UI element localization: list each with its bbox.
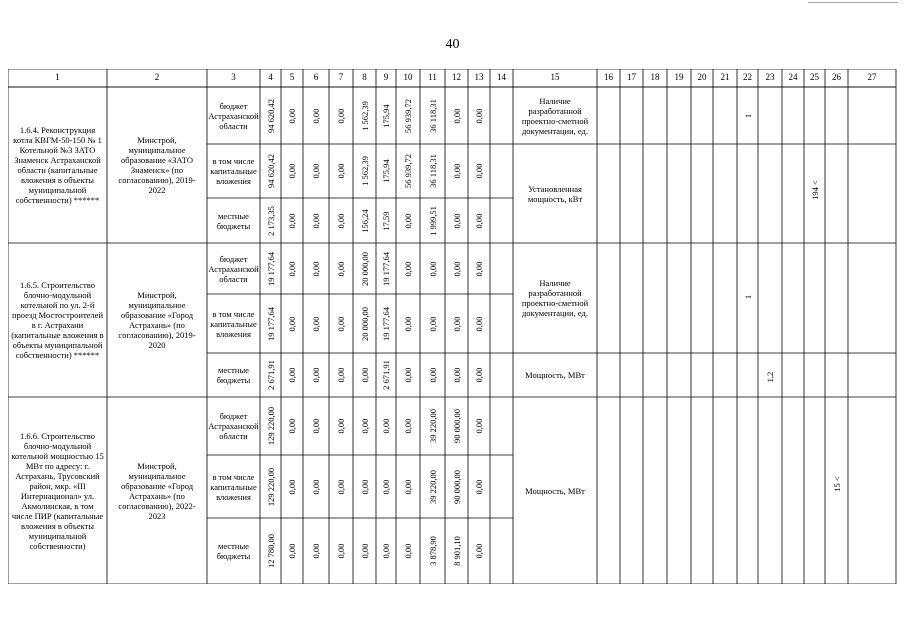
value-cell: 0,00 [427, 316, 438, 331]
value-cell: 0,00 [427, 261, 438, 276]
value-cell: 2 671,91 [381, 360, 391, 390]
value-cell: 0,00 [403, 543, 413, 559]
value-cell: 0,00 [287, 163, 297, 179]
project-title: 1.6.5. Строительство блочно-модульной котельной по ул. 2-й проезд Мостостроителей в г. Астрахани (капитальные вложения в объекты муниципальной собственности) ****** [11, 280, 104, 360]
header-cell: 22 [743, 72, 752, 82]
value-cell: 0,00 [474, 163, 484, 179]
value-cell: 0,00 [381, 418, 391, 434]
indicator-mark: 1,2 [765, 371, 775, 383]
funding-source: в том числе капитальные вложения [210, 308, 257, 339]
value-cell: 0,00 [381, 479, 391, 494]
value-cell: 0,00 [359, 543, 370, 559]
value-cell: 0,00 [474, 108, 484, 123]
funding-source: бюджет Астраханской области [208, 253, 259, 284]
value-cell: 0,00 [336, 316, 346, 331]
value-cell: 0,00 [336, 418, 346, 434]
value-cell: 17,59 [381, 210, 391, 231]
header-cell: 19 [674, 72, 684, 82]
value-cell: 56 939,72 [403, 98, 413, 133]
value-cell: 0,00 [311, 543, 321, 559]
indicator-cell: Мощность, МВт [525, 485, 585, 496]
header-cell: 5 [289, 72, 295, 82]
value-cell: 0,00 [359, 479, 370, 494]
header-cell: 13 [474, 72, 484, 82]
indicator-cell: Наличие разработанной проектно-сметной документации, ед. [521, 95, 589, 136]
value-cell: 2 173,35 [265, 205, 276, 236]
value-cell: 1 999,51 [427, 205, 438, 236]
value-cell: 2 671,91 [265, 360, 276, 390]
value-cell: 1 562,39 [359, 156, 370, 186]
indicator-mark: 1 [742, 294, 753, 300]
value-cell: 19 177,64 [381, 306, 391, 341]
value-cell: 0,00 [311, 108, 321, 123]
header-cell: 25 [810, 72, 819, 82]
funding-source: бюджет Астраханской области [208, 411, 259, 441]
value-cell: 0,00 [311, 261, 321, 276]
value-cell: 0,00 [336, 261, 346, 276]
value-cell: 0,00 [287, 261, 297, 276]
value-cell: 3 878,90 [427, 536, 438, 566]
executor-cell: Минстрой, муниципальное образование «ЗАТО Знаменск» (по согласованию), 2019-2022 [118, 135, 196, 195]
value-cell: 0,00 [287, 316, 297, 331]
value-cell: 0,00 [311, 316, 321, 331]
value-cell: 0,00 [474, 543, 484, 559]
value-cell: 129 220,00 [265, 406, 276, 446]
header-cell: 9 [383, 72, 389, 82]
value-cell: 94 620,42 [265, 154, 276, 188]
funding-source: местные бюджеты [216, 365, 251, 385]
value-cell: 0,00 [474, 213, 484, 228]
value-cell: 19 177,64 [265, 251, 276, 286]
value-cell: 0,00 [287, 367, 297, 383]
header-cell: 2 [154, 72, 160, 82]
header-cell: 7 [338, 72, 344, 82]
top-edge-line [808, 2, 898, 3]
value-cell: 0,00 [451, 108, 462, 123]
value-cell: 0,00 [474, 261, 484, 276]
indicator-cell: Установленная мощность, кВт [527, 183, 583, 204]
funding-source: местные бюджеты [216, 210, 251, 231]
executor-cell: Минстрой, муниципальное образование «Город Астрахань» (по согласованию), 2019-2020 [118, 290, 196, 350]
header-cell: 14 [497, 72, 506, 82]
value-cell: 20 000,00 [359, 251, 370, 286]
value-cell: 0,00 [336, 543, 346, 559]
value-cell: 8 901,10 [451, 536, 462, 566]
funding-source: бюджет Астраханской области [208, 100, 259, 131]
value-cell: 0,00 [403, 261, 413, 276]
value-cell: 36 118,31 [427, 98, 438, 133]
value-cell: 156,24 [359, 208, 370, 233]
value-cell: 36 118,31 [427, 154, 438, 188]
value-cell: 0,00 [451, 213, 462, 228]
value-cell: 0,00 [336, 108, 346, 123]
value-cell: 0,00 [287, 543, 297, 559]
value-cell: 0,00 [403, 367, 413, 383]
value-cell: 0,00 [403, 213, 413, 228]
indicator-mark: 1 [742, 113, 753, 119]
value-cell: 0,00 [287, 108, 297, 123]
value-cell: 0,00 [427, 367, 438, 383]
indicator-mark: 194 < [809, 180, 820, 200]
funding-source: местные бюджеты [216, 541, 251, 561]
value-cell: 0,00 [474, 418, 484, 434]
value-cell: 56 939,72 [403, 154, 413, 188]
indicator-cell: Наличие разработанной проектно-сметной документации, ед. [521, 278, 589, 318]
header-cell: 23 [765, 72, 775, 82]
value-cell: 39 220,00 [427, 409, 438, 443]
value-cell: 0,00 [311, 367, 321, 383]
value-cell: 0,00 [287, 418, 297, 434]
header-cell: 16 [604, 72, 613, 82]
value-cell: 0,00 [359, 418, 370, 434]
header-cell: 21 [720, 72, 730, 82]
value-cell: 0,00 [403, 479, 413, 494]
header-cell: 20 [697, 72, 707, 82]
value-cell: 0,00 [311, 479, 321, 494]
value-cell: 129 220,00 [265, 467, 276, 506]
value-cell: 0,00 [451, 163, 462, 179]
header-cell: 12 [452, 72, 461, 82]
indicator-cell: Мощность, МВт [525, 370, 585, 380]
value-cell: 0,00 [451, 367, 462, 383]
project-title: 1.6.4. Реконструкция котла КВГМ-50-150 № 1 Котельной №3 ЗАТО Знаменск Астраханской области (капитальные вложения в объекты муниципальной собственности) ****** [13, 125, 102, 205]
value-cell: 0,00 [311, 213, 321, 228]
value-cell: 0,00 [311, 418, 321, 434]
header-cell: 15 [550, 72, 560, 82]
value-cell: 0,00 [451, 316, 462, 331]
value-cell: 0,00 [359, 367, 370, 383]
value-cell: 19 177,64 [265, 306, 276, 341]
funding-source: в том числе капитальные вложения [210, 471, 257, 502]
value-cell: 0,00 [287, 213, 297, 228]
project-title: 1.6.6. Строительство блочно-модульной котельной мощностью 15 МВт по адресу: г. Астрахань, Трусовский район, мкр. «III Интернационал» ул. Акмолинская, в том числе ПИР (капитальные вложения в объекты муниципальной собственности) [11, 430, 104, 551]
page-number: 40 [445, 37, 460, 52]
indicator-mark: 15 < [831, 476, 842, 492]
value-cell: 0,00 [381, 543, 391, 559]
value-cell: 94 620,42 [265, 98, 276, 133]
value-cell: 39 220,00 [427, 469, 438, 504]
value-cell: 1 562,39 [359, 100, 370, 131]
value-cell: 0,00 [474, 479, 484, 494]
value-cell: 175,94 [381, 159, 391, 183]
value-cell: 0,00 [403, 316, 413, 331]
value-cell: 0,00 [336, 213, 346, 228]
value-cell: 0,00 [287, 479, 297, 494]
value-cell: 90 000,00 [451, 409, 462, 443]
header-cell: 17 [627, 72, 636, 82]
header-cell: 6 [313, 72, 319, 82]
header-cell: 11 [428, 72, 437, 82]
value-cell: 0,00 [336, 367, 346, 383]
value-cell: 20 000,00 [359, 306, 370, 341]
value-cell: 0,00 [336, 163, 346, 179]
value-cell: 0,00 [474, 316, 484, 331]
header-cell: 27 [867, 72, 877, 82]
value-cell: 90 000,00 [451, 469, 462, 504]
header-cell: 26 [832, 72, 841, 82]
header-cell: 24 [788, 72, 798, 82]
header-cell: 1 [55, 72, 60, 82]
value-cell: 0,00 [474, 367, 484, 383]
executor-cell: Минстрой, муниципальное образование «Город Астрахань» (по согласованию), 2022-2023 [118, 460, 196, 521]
header-cell: 3 [231, 72, 236, 82]
value-cell: 0,00 [336, 479, 346, 494]
header-cell: 4 [268, 72, 273, 82]
value-cell: 12 780,00 [265, 534, 276, 568]
funding-source: в том числе капитальные вложения [210, 156, 257, 186]
value-cell: 175,94 [381, 103, 391, 128]
header-cell: 8 [362, 72, 367, 82]
value-cell: 0,00 [451, 261, 462, 276]
value-cell: 0,00 [403, 418, 413, 434]
header-cell: 18 [650, 72, 660, 82]
value-cell: 0,00 [311, 163, 321, 179]
header-cell: 10 [403, 72, 413, 82]
value-cell: 19 177,64 [381, 251, 391, 286]
